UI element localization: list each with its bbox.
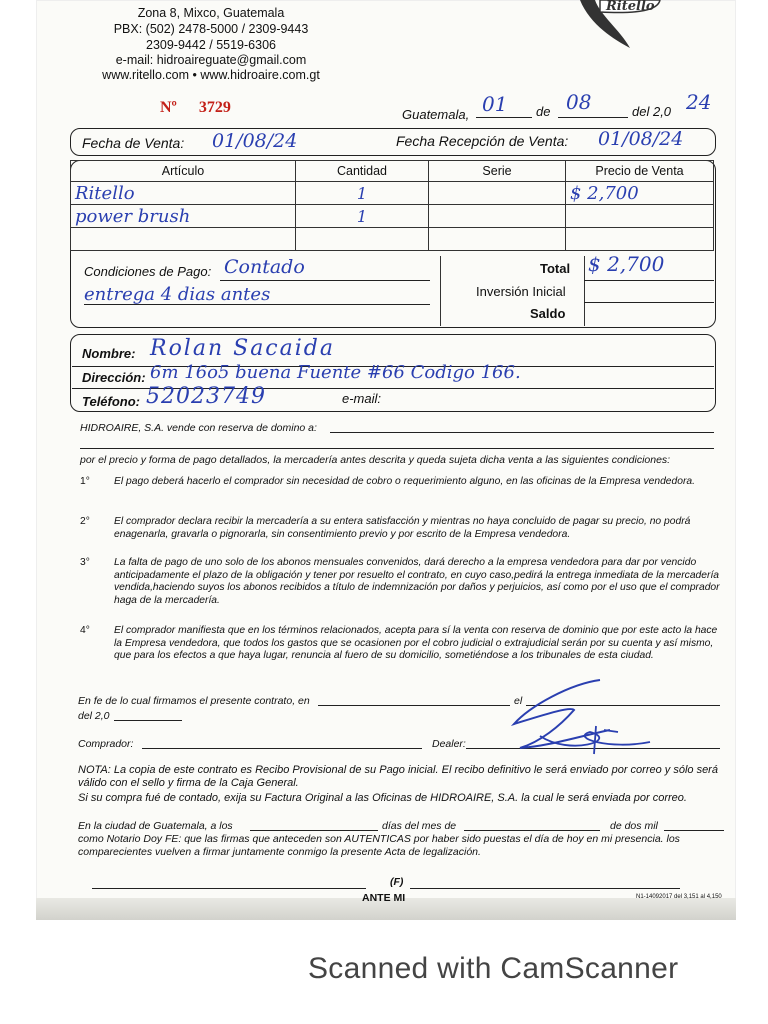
saldo-label: Saldo bbox=[530, 306, 566, 321]
row2-cantidad: 1 bbox=[296, 205, 429, 228]
condition-3-number: 3° bbox=[80, 557, 90, 568]
notary-line-2 bbox=[464, 830, 600, 831]
condition-3 bbox=[80, 557, 722, 613]
comprador-line bbox=[142, 748, 422, 749]
contract-day: 01 bbox=[482, 92, 508, 116]
condition-1 bbox=[80, 476, 722, 506]
condiciones-value: Contado bbox=[224, 256, 305, 278]
condition-3-text: La falta de pago de uno solo de los abonos mensuales convenidos, dará derecho a la empresa vendedora para dar por vencido anticipadamente el plazo de la obligación y tener por resuelto el contrato, en cuyo caso,pedirá la entrega inmediata de la mercadería vendida,haciendo suyos los abonos recibidos a título de indemnización por daños y perjuicios, así como por el uso que el comprador haga de la mercadería. bbox=[114, 557, 720, 606]
direccion-value: 6m 16o5 buena Fuente #66 Codigo 166. bbox=[150, 362, 521, 383]
header-serie: Serie bbox=[429, 161, 566, 182]
row1-precio: $ 2,700 bbox=[566, 182, 714, 205]
header-precio: Precio de Venta bbox=[566, 161, 714, 182]
reserva-line2 bbox=[80, 448, 714, 449]
total-line bbox=[584, 280, 714, 281]
ritello-logo bbox=[560, 0, 670, 50]
items-table bbox=[70, 160, 714, 251]
del20-label: del 2,0 bbox=[78, 710, 110, 722]
table-row bbox=[71, 205, 714, 228]
city-label: Guatemala, bbox=[402, 107, 470, 122]
number-value: 3729 bbox=[198, 99, 231, 116]
condition-4-number: 4° bbox=[80, 625, 90, 636]
dealer-label: Dealer: bbox=[432, 738, 466, 750]
header-cantidad: Cantidad bbox=[296, 161, 429, 182]
reserva-line bbox=[330, 432, 714, 433]
contract-year: 24 bbox=[686, 90, 712, 114]
company-address: Zona 8, Mixco, Guatemala bbox=[137, 6, 285, 20]
inversion-label: Inversión Inicial bbox=[476, 284, 566, 299]
condition-2-text: El comprador declara recibir la mercadería a su entera satisfacción y mientras no haya concluido de pagar su precio, no podrá enagenarla, gravarla o pignorarla, sin consentimiento previo y por escrito de la Empresa vendedora. bbox=[114, 516, 691, 540]
company-phones: 2309-9442 / 5519-6306 bbox=[146, 38, 276, 52]
company-email: e-mail: hidroaireguate@gmail.com bbox=[115, 53, 307, 67]
row2-articulo: power brush bbox=[71, 205, 296, 228]
company-pbx: PBX: (502) 2478-5000 / 2309-9443 bbox=[113, 22, 309, 36]
total-value: $ 2,700 bbox=[588, 252, 665, 276]
row2-precio bbox=[566, 205, 714, 228]
nota-text: NOTA: La copia de este contrato es Recibo Provisional de su Pago inicial. El recibo definitivo le será enviado por correo y sólo será válido con el sello y firma de la Caja General. bbox=[78, 764, 718, 789]
fecha-venta-value: 01/08/24 bbox=[212, 130, 298, 152]
notary-line-3 bbox=[664, 830, 724, 831]
direccion-label: Dirección: bbox=[82, 370, 146, 385]
print-code: N1-14092017 del 3,151 al 4,150 bbox=[636, 894, 722, 900]
signature-line-right bbox=[410, 888, 680, 889]
telefono-value: 52023749 bbox=[146, 384, 266, 409]
signature-line-left bbox=[92, 888, 366, 889]
de-label: de bbox=[536, 104, 551, 119]
notary-a: En la ciudad de Guatemala, a los bbox=[78, 820, 233, 832]
condition-1-text: El pago deberá hacerlo el comprador sin necesidad de cobro o requerimiento alguno, en las oficinas de la Empresa vendedora. bbox=[114, 476, 695, 487]
items-header-row bbox=[71, 161, 714, 182]
notary-b: días del mes de bbox=[382, 820, 457, 832]
logo-text: Ritello bbox=[606, 0, 655, 14]
contract-month: 08 bbox=[566, 90, 592, 114]
header-articulo: Artículo bbox=[71, 161, 296, 182]
reserva-text: HIDROAIRE, S.A. vende con reserva de domino a: bbox=[80, 422, 317, 434]
company-web: www.ritello.com • www.hidroaire.com.gt bbox=[102, 68, 320, 82]
row1-cantidad: 1 bbox=[296, 182, 429, 205]
table-spacer-row bbox=[71, 228, 714, 251]
condiciones-value2: entrega 4 dias antes bbox=[84, 284, 271, 305]
telefono-label: Teléfono: bbox=[82, 394, 141, 409]
dealer-signature bbox=[500, 676, 660, 760]
notary-text: como Notario Doy FE: que las firmas que anteceden son AUTENTICAS por haber sido puestas el día de hoy en mi presencia. los comparecientes vuelven a firmar juntamente conmigo la presente Acta de legalización. bbox=[78, 833, 680, 858]
email-label: e-mail: bbox=[342, 391, 382, 406]
nombre-value: Rolan Sacaida bbox=[150, 336, 335, 361]
payment-divider-2 bbox=[584, 256, 585, 326]
camscanner-watermark: Scanned with CamScanner bbox=[308, 952, 679, 985]
number-symbol: Nº bbox=[160, 99, 177, 116]
en-fe-line bbox=[318, 705, 510, 706]
row1-articulo: Ritello bbox=[71, 182, 296, 205]
condiciones-line2 bbox=[84, 304, 430, 305]
day-line bbox=[476, 117, 532, 118]
year-label: del 2,0 bbox=[632, 104, 672, 119]
row1-serie bbox=[429, 182, 566, 205]
contract-number bbox=[160, 99, 231, 117]
condition-4-text: El comprador manifiesta que en los términos relacionados, acepta para sí la venta con reserva de dominio que por este acto la hace la Empresa vendedora, que todos los gastos que se ocasionen por el cobro judicial o extrajudicial serán por su cuenta y así mismo, que para los efectos a que haya lugar, renuncia al fuero de su domicilio, sometiéndose a los tribunales de esta ciudad. bbox=[114, 625, 718, 661]
notary-line-1 bbox=[250, 830, 378, 831]
el-label: el bbox=[514, 695, 523, 707]
fecha-recepcion-label: Fecha Recepción de Venta: bbox=[396, 133, 569, 149]
nota-text-2: Si su compra fué de contado, exija su Factura Original a las Oficinas de HIDROAIRE, S.A. la cual le será enviada por correo. bbox=[78, 792, 687, 804]
del20-line bbox=[114, 720, 182, 721]
row2-serie bbox=[429, 205, 566, 228]
condition-1-number: 1° bbox=[80, 476, 90, 487]
month-line bbox=[558, 117, 628, 118]
condiciones-line bbox=[220, 280, 430, 281]
en-fe-text: En fe de lo cual firmamos el presente contrato, en bbox=[78, 695, 310, 707]
notary-c: de dos mil bbox=[610, 820, 658, 832]
comprador-label: Comprador: bbox=[78, 738, 134, 750]
ante-mi: ANTE MI bbox=[362, 892, 406, 904]
condiciones-label: Condiciones de Pago: bbox=[84, 264, 212, 279]
total-label: Total bbox=[540, 261, 571, 276]
inversion-line bbox=[584, 302, 714, 303]
nombre-label: Nombre: bbox=[82, 346, 136, 361]
fecha-recepcion-value: 01/08/24 bbox=[598, 128, 684, 150]
table-row bbox=[71, 182, 714, 205]
fecha-venta-label: Fecha de Venta: bbox=[82, 135, 185, 151]
terms-intro: por el precio y forma de pago detallados, la mercadería antes descrita y queda sujeta dicha venta a las siguientes condiciones: bbox=[80, 454, 671, 466]
f-label: (F) bbox=[390, 876, 404, 888]
condition-2-number: 2° bbox=[80, 516, 90, 527]
payment-divider-1 bbox=[440, 256, 441, 326]
condition-4 bbox=[80, 625, 722, 681]
condition-2 bbox=[80, 516, 722, 546]
